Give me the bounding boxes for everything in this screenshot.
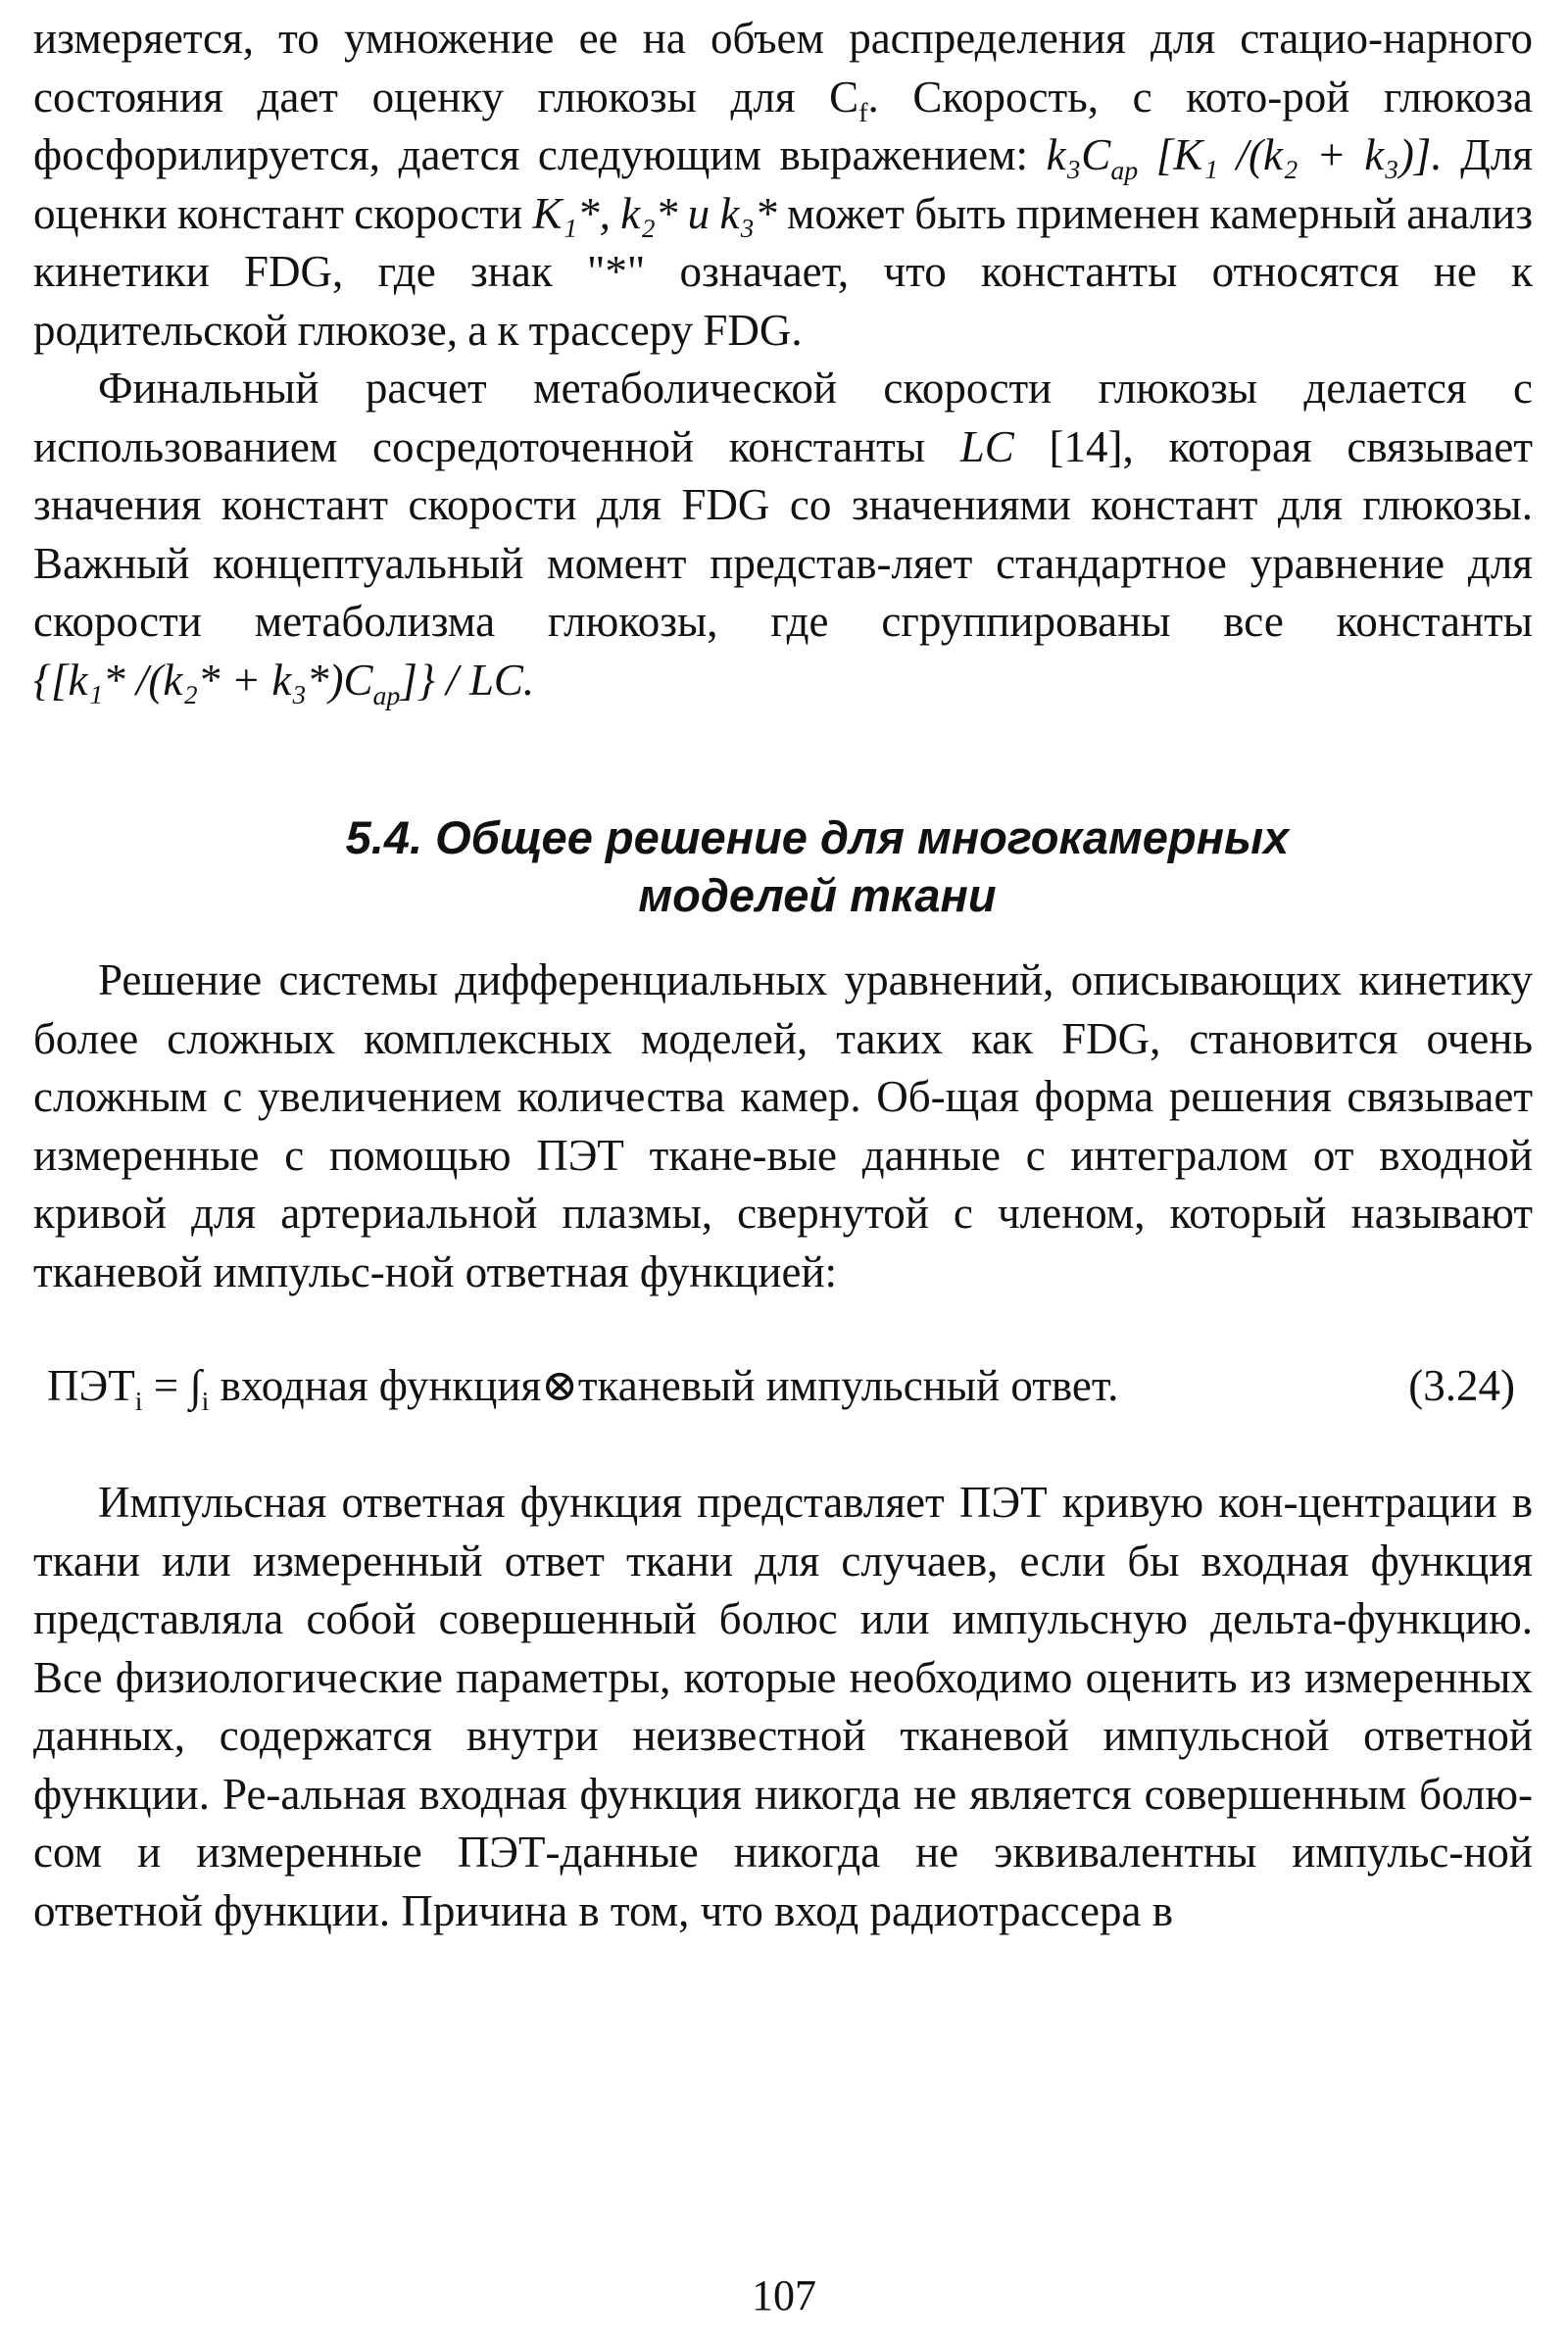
paragraph-text: измеряется, то умножение ее на объем распределения для стацио-нарного состояния дает оценку глюкозы для C (33, 14, 1533, 122)
page-content (33, 10, 1533, 1940)
integral-sign: $\int_i$ (189, 1361, 210, 1417)
section-heading-line2: моделей ткани (638, 869, 997, 921)
equation-term-input: входная функция (220, 1361, 542, 1410)
subscript-f: f (858, 97, 868, 128)
paragraph-text: Финальный расчет метаболической скорости глюкозы делается с использованием сосредоточенной константы (33, 364, 1533, 471)
paragraph-text: Для оценки констант скорости (33, 130, 1534, 238)
formula-k3cap: $k_3C_{ap}$ (1046, 130, 1139, 186)
lumped-constant-symbol: LC (959, 421, 1014, 471)
paragraph-text: может быть применен камерный анализ кинетики FDG, где знак "*" означает, что константы относятся не к родительской глюкозе, а к трассеру FDG. (33, 188, 1534, 355)
equation-lhs: $ПЭТ_i$ (47, 1361, 143, 1417)
paragraph-text: . Скорость, с кото-рой глюкоза фосфорилируется, дается следующим выражением: (33, 72, 1533, 179)
formula-grouped-constants: {[k₁* $/(k_2* + k_3*)C_{ap}$]} / LC. (33, 655, 535, 711)
equation-3-24 (33, 1356, 1533, 1415)
equation-number: (3.24) (1408, 1361, 1515, 1410)
paragraph-impulse-response: Импульсная ответная функция представляет ПЭТ кривую кон-центрации в ткани или измеренный ответ ткани для случаев, если бы входная функция представляла собой совершенный болюс или импульсную дельта-функцию. Все физиологические параметры, которые необходимо оценить из измеренных данных, содержатся внутри неизвестной тканевой импульсной ответной функции. Ре-альная входная функция никогда не является совершенным болю-сом и измеренные ПЭТ-данные никогда не эквивалентны импульс-ной ответной функции. Причина в том, что вход радиотрассера в (33, 1478, 1533, 1935)
equation-term-response: тканевый импульсный ответ. (577, 1361, 1119, 1410)
paragraph-lumped-constant (33, 360, 1533, 709)
page-number: 107 (752, 2271, 816, 2319)
paragraph-text: [14], которая связывает значения констант скорости для FDG со значениями констант для глюкозы. Важный концептуальный момент представ-ляет стандартное уравнение для скорости метаболизма глюкозы, где сгруппированы все константы (33, 421, 1533, 646)
formula-rate-constants: K₁*, k₂* и k₃* (532, 188, 777, 238)
paragraph-steady-state (33, 10, 1533, 360)
equals-sign: = (153, 1361, 179, 1410)
section-heading-line1: 5.4. Общее решение для многокамерных (345, 811, 1290, 863)
section-heading (33, 808, 1533, 924)
formula-bracket: [K₁ /(k₂ + k₃)]. (1155, 130, 1443, 179)
convolution-operator: ⊗ (541, 1361, 578, 1410)
paragraph-general-solution: Решение системы дифференциальных уравнений, описывающих кинетику более сложных комплексных моделей, таких как FDG, становится очень сложным с увеличением количества камер. Об-щая форма решения связывает измеренные с помощью ПЭТ ткане-вые данные с интегралом от входной кривой для артериальной плазмы, свернутой с членом, который называют тканевой импульс-ной ответная функцией: (33, 955, 1533, 1296)
